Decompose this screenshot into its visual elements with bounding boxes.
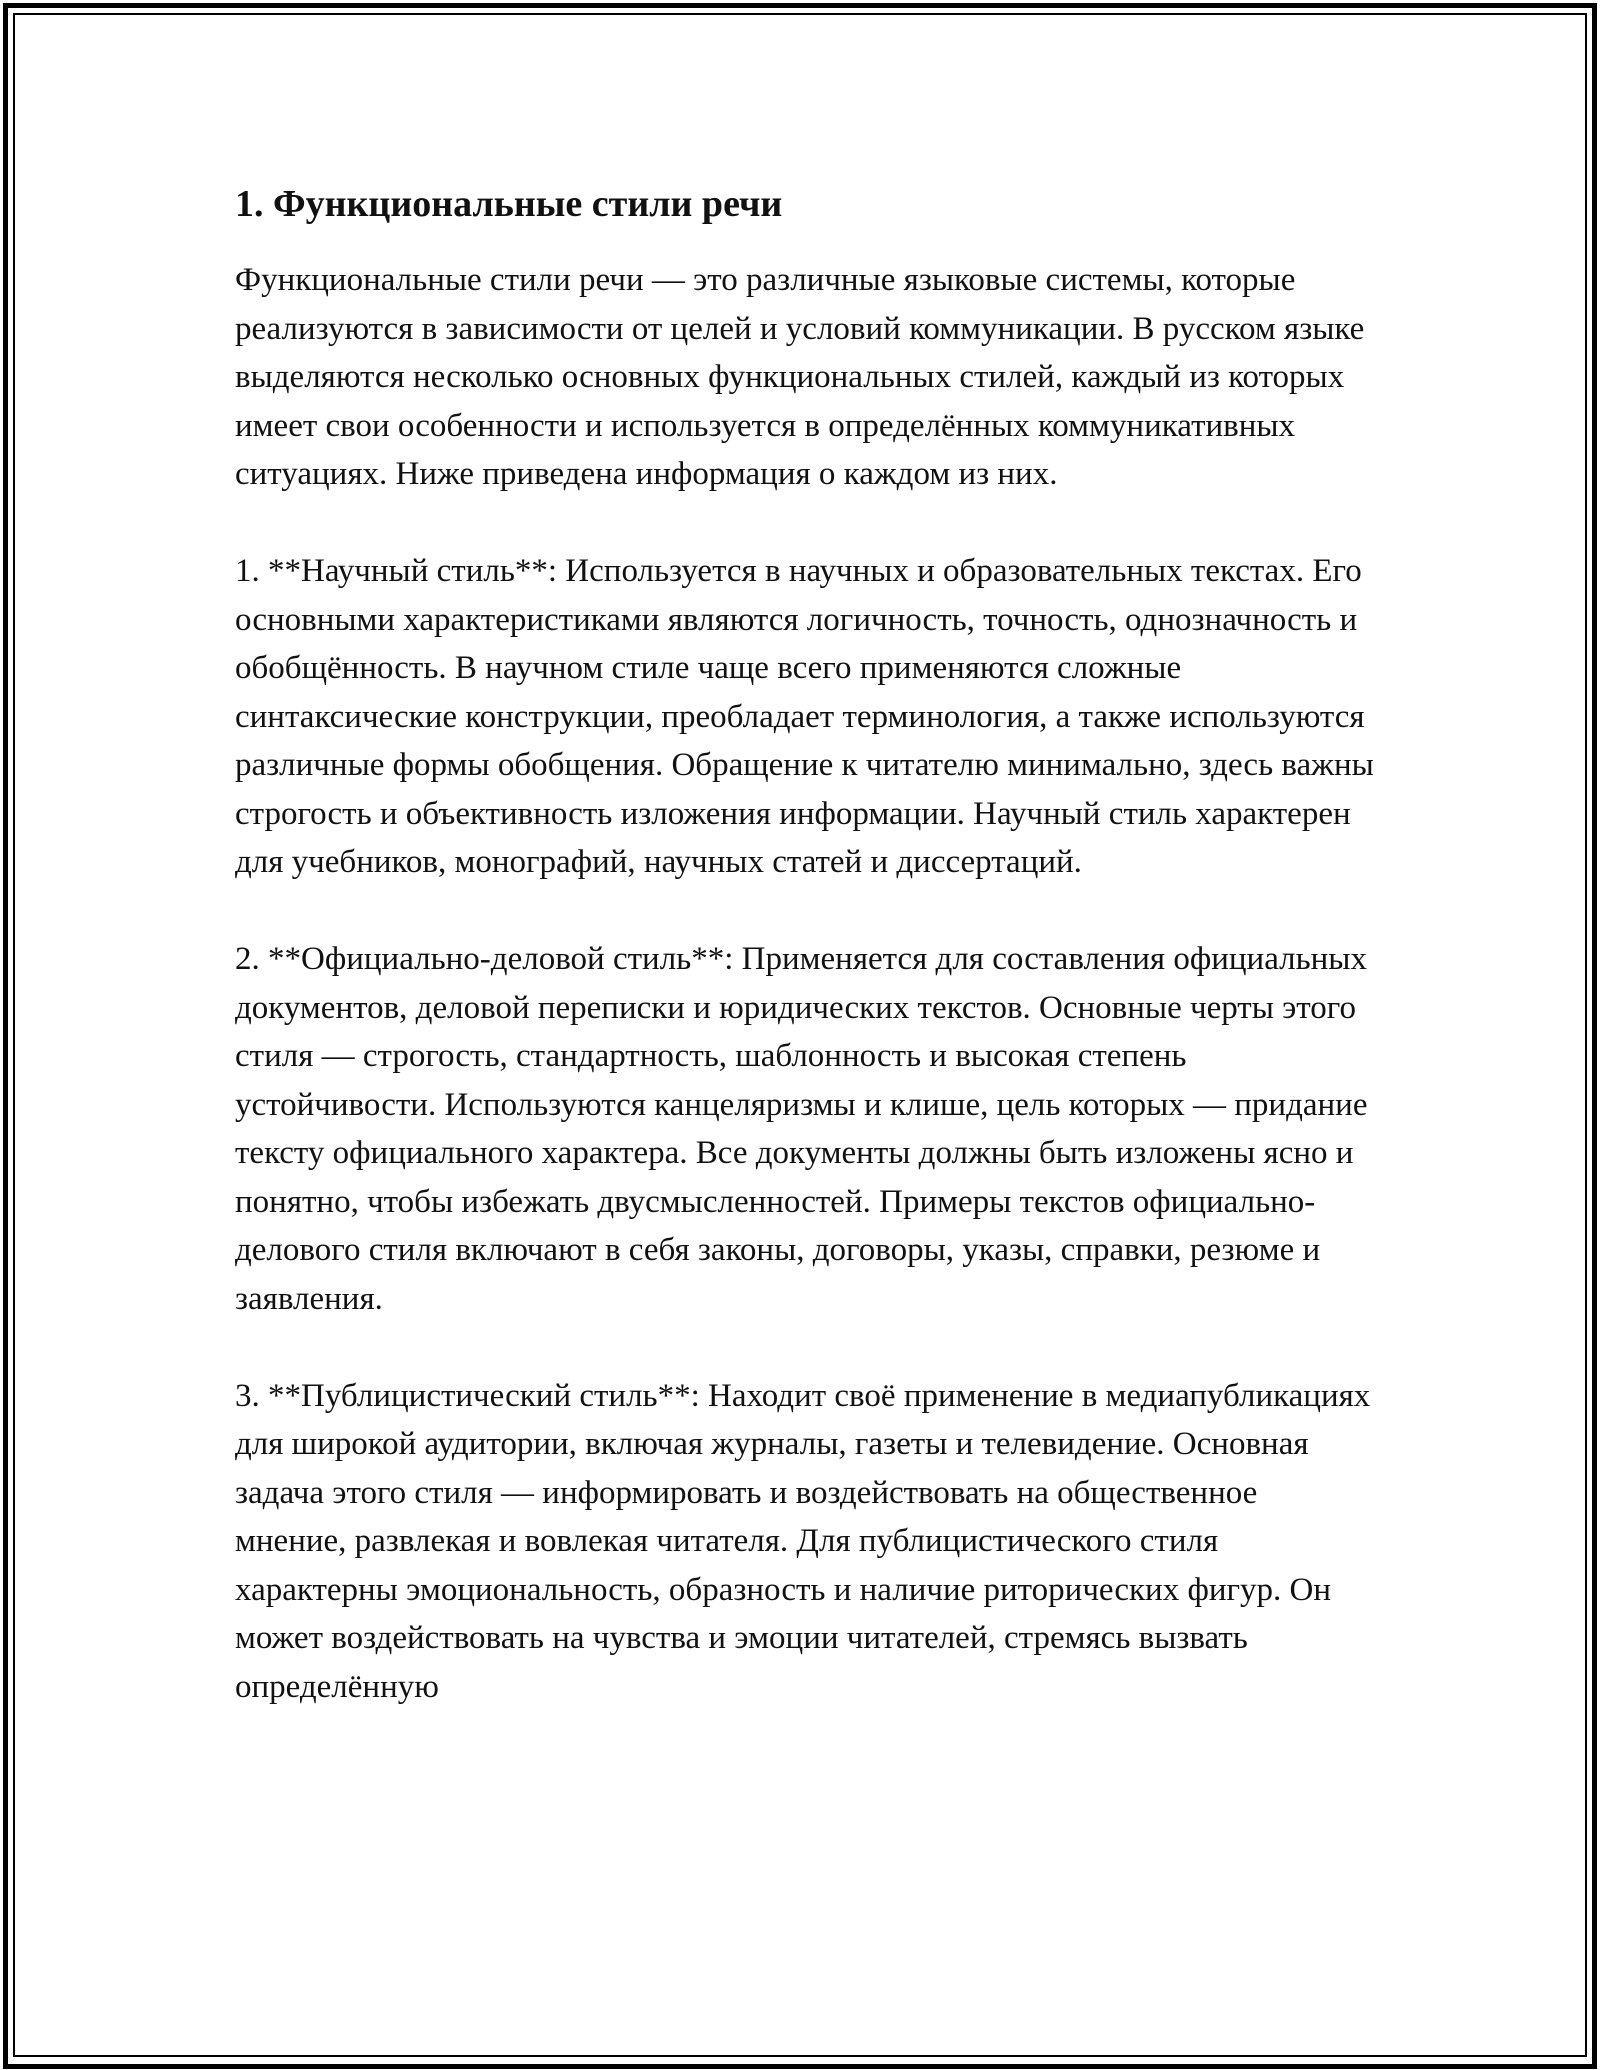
section-heading: 1. Функциональные стили речи [235, 183, 783, 225]
journalistic-style-paragraph: 3. **Публицистический стиль**: Находит своё применение в медиапубликациях для широкой аудитории, включая журналы, газеты и телевидение. Основная задача этого стиля — информировать и воздействовать на общественное мнение, развлекая и вовлекая читателя. Для публицистического стиля характерны эмоциональность, образность и наличие риторических фигур. Он может воздействовать на чувства и эмоции читателей, стремясь вызвать определённую [235, 1377, 1371, 1705]
scientific-style-paragraph: 1. **Научный стиль**: Используется в научных и образовательных текстах. Его основными характеристиками являются логичность, точность, однозначность и обобщённость. В научном стиле чаще всего применяются сложные синтаксические конструкции, преобладает терминология, а также используются различные формы обобщения. Обращение к читателю минимально, здесь важны строгость и объективность изложения информации. Научный стиль характерен для учебников, монографий, научных статей и диссертаций. [235, 553, 1374, 880]
official-business-style-paragraph: 2. **Официально-деловой стиль**: Применяется для составления официальных документов, деловой переписки и юридических текстов. Основные черты этого стиля — строгость, стандартность, шаблонность и высокая степень устойчивости. Используются канцеляризмы и клише, цель которых — придание тексту официального характера. Все документы должны быть изложены ясно и понятно, чтобы избежать двусмысленностей. Примеры текстов официально-делового стиля включают в себя законы, договоры, указы, справки, резюме и заявления. [235, 941, 1368, 1317]
document-body [235, 180, 1375, 1760]
intro-paragraph: Функциональные стили речи — это различные языковые системы, которые реализуются в зависимости от целей и условий коммуникации. В русском языке выделяются несколько основных функциональных стилей, каждый из которых имеет свои особенности и используется в определённых коммуникативных ситуациях. Ниже приведена информация о каждом из них. [235, 262, 1365, 492]
